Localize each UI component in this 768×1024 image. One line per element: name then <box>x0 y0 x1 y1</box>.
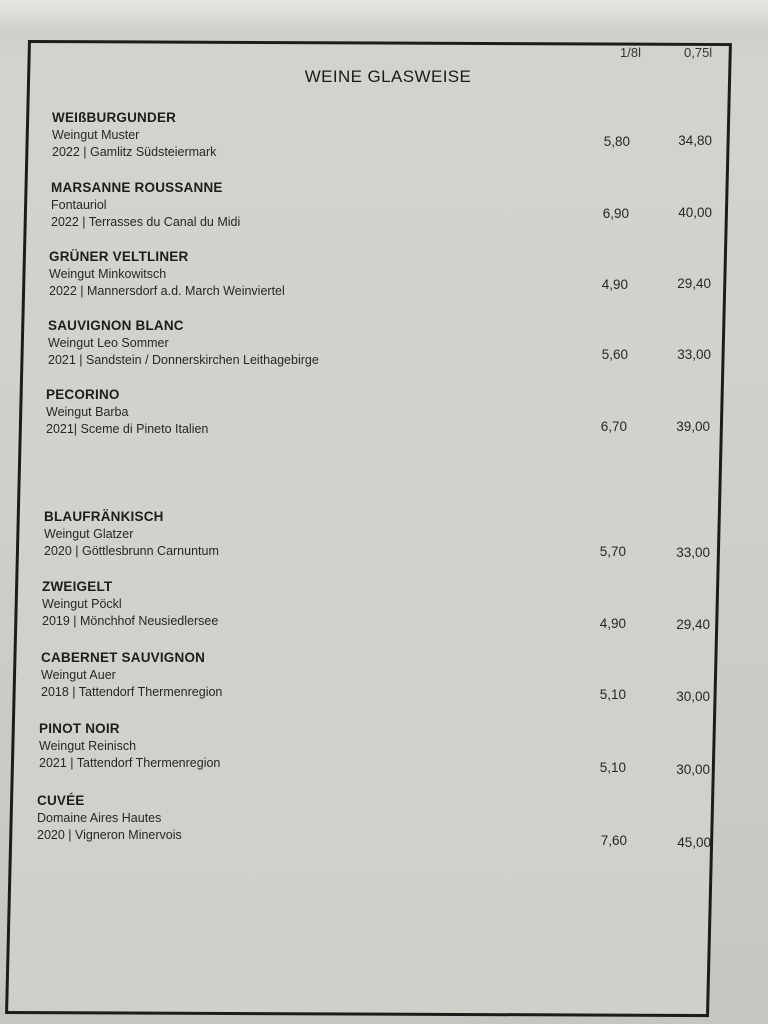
wine-name: GRÜNER VELTLINER <box>49 249 189 264</box>
wine-producer: Weingut Glatzer <box>44 527 134 541</box>
wine-name: MARSANNE ROUSSANNE <box>51 180 223 195</box>
wine-name: PINOT NOIR <box>39 721 120 736</box>
wine-name: SAUVIGNON BLANC <box>48 318 184 333</box>
price-bottle: 30,00 <box>676 762 710 777</box>
price-bottle: 29,40 <box>676 617 710 632</box>
wine-origin: 2019 | Mönchhof Neusiedlersee <box>42 614 219 628</box>
wine-entry <box>52 109 216 161</box>
wine-producer: Weingut Barba <box>46 405 129 419</box>
wine-producer: Weingut Auer <box>41 668 116 682</box>
wine-origin: 2022 | Terrasses du Canal du Midi <box>51 215 241 229</box>
price-bottle: 29,40 <box>677 276 711 291</box>
price-glass: 7,60 <box>600 833 627 848</box>
wine-producer: Domaine Aires Hautes <box>37 811 162 825</box>
wine-entry <box>41 649 222 701</box>
wine-name: PECORINO <box>46 387 120 402</box>
wine-entry <box>42 578 218 630</box>
wine-name: BLAUFRÄNKISCH <box>44 509 164 524</box>
wine-producer: Fontauriol <box>51 198 107 212</box>
price-glass: 6,70 <box>600 419 627 434</box>
price-glass: 6,90 <box>602 206 629 221</box>
wine-origin: 2022 | Gamlitz Südsteiermark <box>52 145 217 159</box>
price-glass: 5,60 <box>601 347 628 362</box>
wine-name: CABERNET SAUVIGNON <box>41 650 206 665</box>
wine-name: WEIßBURGUNDER <box>52 110 177 125</box>
menu-title: WEINE GLASWEISE <box>304 67 472 86</box>
wine-entry <box>48 317 319 369</box>
wine-producer: Weingut Pöckl <box>42 597 122 611</box>
wine-origin: 2021| Sceme di Pineto Italien <box>46 422 209 436</box>
wine-entry <box>44 508 219 560</box>
bottle-column-header: 0,75l <box>684 45 713 60</box>
wine-producer: Weingut Reinisch <box>39 739 137 753</box>
glass-column-header: 1/8l <box>620 45 641 60</box>
price-bottle: 40,00 <box>678 205 712 220</box>
wine-entry <box>39 720 220 772</box>
price-bottle: 30,00 <box>676 689 710 704</box>
price-glass: 4,90 <box>601 277 628 292</box>
price-bottle: 33,00 <box>677 347 711 362</box>
price-bottle: 45,00 <box>677 835 711 850</box>
wine-name: ZWEIGELT <box>42 579 113 594</box>
price-bottle: 39,00 <box>676 419 710 434</box>
price-bottle: 34,80 <box>678 133 712 148</box>
wine-name: CUVÉE <box>37 793 85 808</box>
wine-origin: 2020 | Göttlesbrunn Carnuntum <box>44 544 219 558</box>
wine-entry <box>49 248 285 300</box>
wine-origin: 2021 | Tattendorf Thermenregion <box>39 756 221 770</box>
price-glass: 4,90 <box>599 616 626 631</box>
page-background <box>0 0 768 34</box>
wine-producer: Weingut Leo Sommer <box>48 336 169 350</box>
wine-origin: 2022 | Mannersdorf a.d. March Weinviertel <box>49 284 285 298</box>
wine-entry <box>46 386 208 438</box>
wine-entry <box>51 179 240 231</box>
wine-origin: 2018 | Tattendorf Thermenregion <box>41 685 223 699</box>
price-glass: 5,10 <box>599 760 626 775</box>
wine-producer: Weingut Muster <box>52 128 140 142</box>
wine-entry <box>37 792 182 844</box>
price-glass: 5,80 <box>603 134 630 149</box>
wine-origin: 2020 | Vigneron Minervois <box>37 828 182 842</box>
wine-producer: Weingut Minkowitsch <box>49 267 167 281</box>
wine-origin: 2021 | Sandstein / Donnerskirchen Leithagebirge <box>48 353 319 367</box>
price-glass: 5,10 <box>599 687 626 702</box>
price-bottle: 33,00 <box>676 545 710 560</box>
price-glass: 5,70 <box>599 544 626 559</box>
